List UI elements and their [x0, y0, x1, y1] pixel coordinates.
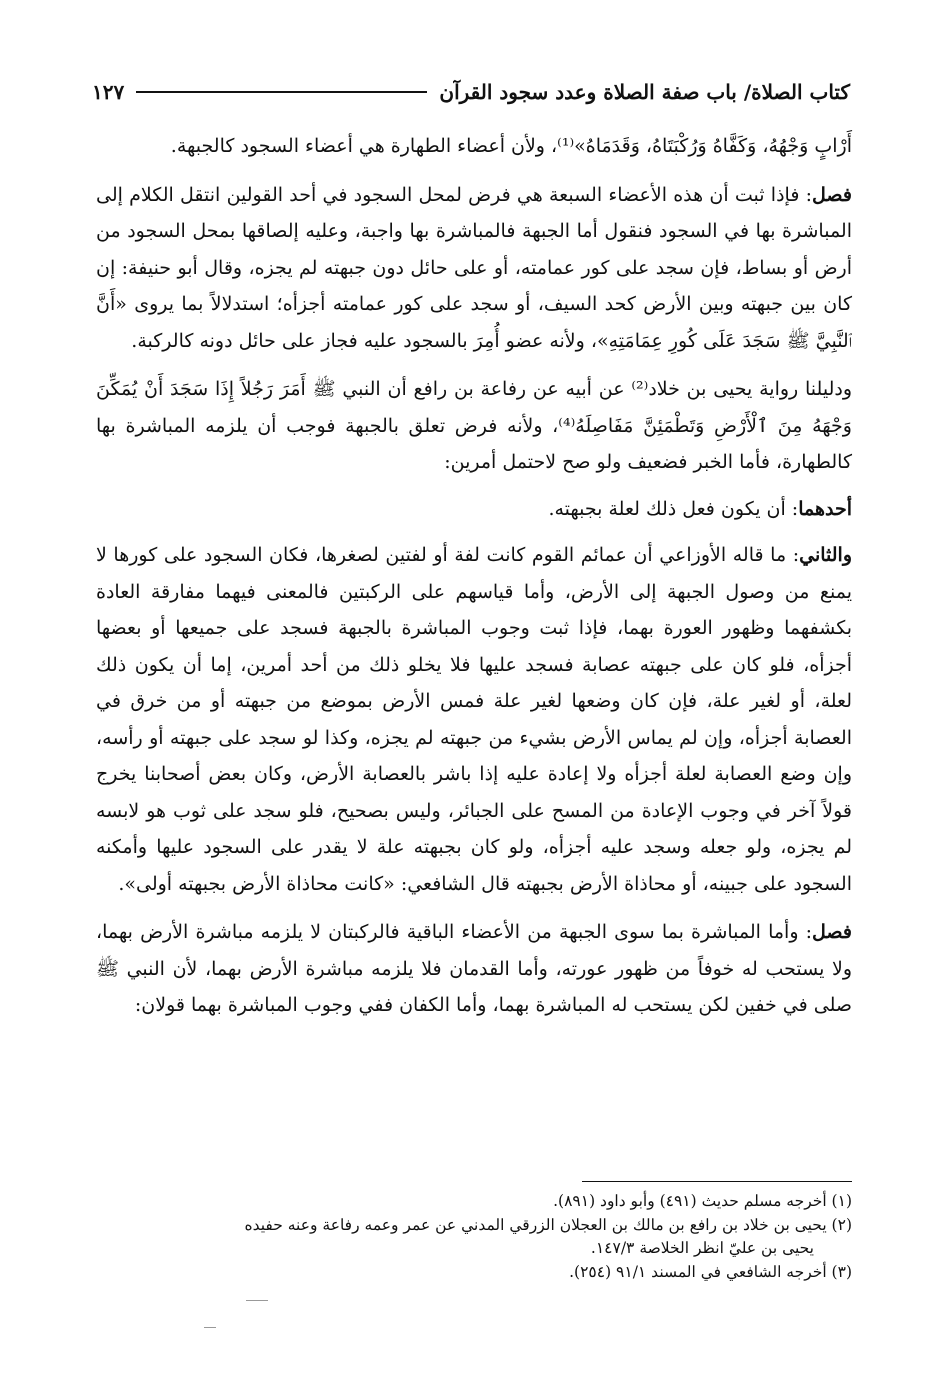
- header-rule: [136, 91, 427, 93]
- paragraph-text: ودليلنا رواية يحيى بن خلاد⁽²⁾ عن أبيه عن رفاعة بن رافع أن النبي ﷺ أَمَرَ رَجُلاً إِذَا سَجَدَ أَنْ يُمَكِّنَ وَجْهَهُ مِنَ ٱلْأَرْضِ وَتَطْمَئِنَّ مَفَاصِلَهُ⁽⁴⁾، ولأنه فرض تعلق بالجبهة فوجب أن يلزمه المباشرة بها كالطهارة، فأما الخبر فضعيف ولو صح لاحتمل أمرين:: [96, 378, 852, 473]
- footnote-2-continuation: يحيى بن عليّ انظر الخلاصة ١٤٧/٣.: [590, 1239, 814, 1257]
- paragraph-6: [96, 914, 852, 1024]
- main-text: [96, 128, 852, 1034]
- paragraph-1: [96, 128, 852, 165]
- scan-mark: [246, 1300, 268, 1301]
- footnote-2: (٢) يحيى بن خلاد بن رافع بن مالك بن العجلان الزرقي المدني عن عمر وعمه رفاعة وعنه حفيده: [244, 1215, 852, 1234]
- footnote-3: (٣) أخرجه الشافعي في المسند ٩١/١ (٢٥٤).: [569, 1262, 852, 1281]
- scan-mark: [204, 1327, 216, 1328]
- paragraph-4: [96, 491, 852, 528]
- paragraph-5: [96, 537, 852, 902]
- paragraph-lead: أحدهما: [798, 497, 852, 520]
- running-header: [92, 72, 850, 112]
- paragraph-lead: فصل: [812, 183, 852, 206]
- footnote-separator: [582, 1181, 852, 1182]
- paragraph-lead: والثاني: [799, 544, 852, 566]
- paragraph-text: : أن يكون فعل ذلك لعلة بجبهته.: [548, 497, 799, 520]
- paragraph-lead: فصل: [812, 921, 852, 943]
- paragraph-text: : وأما المباشرة بما سوى الجبهة من الأعضاء الباقية فالركبتان لا يلزمه مباشرة الأرض بهما، ولا يستحب له خوفاً من ظهور عورته، وأما القدمان فلا يلزمه مباشرة الأرض بهما، لأن النبي ﷺ صلى في خفين لكن يستحب له المباشرة بهما، وأما الكفان ففي وجوب المباشرة بهما قولان:: [96, 921, 852, 1016]
- footnotes: [96, 1190, 852, 1284]
- page-number: ١٢٧: [92, 80, 125, 104]
- footnote-1: (١) أخرجه مسلم حديث (٤٩١) وأبو داود (٨٩١).: [553, 1192, 852, 1210]
- paragraph-text: أَرْابٍ وَجْهُهُ، وَكَفَّاهُ وَرُكْبَتَاهُ، وَقَدَمَاهُ»⁽¹⁾، ولأن أعضاء الطهارة هي أعضاء السجود كالجبهة.: [170, 135, 852, 157]
- paragraph-text: : فإذا ثبت أن هذه الأعضاء السبعة هي فرض لمحل السجود في أحد القولين انتقل الكلام إلى المباشرة بها في السجود فنقول أما الجبهة فالمباشرة بها واجبة، وعليه إلصاقها بمحل السجود من أرض أو بساط، فإن سجد على كور عمامته، أو على حائل دون جبهته لم يجزه، وقال أبو حنيفة: إن كان بين جبهته وبين الأرض كحد السيف، أو سجد على كور عمامته أجزأه؛ استدلالاً بما يروى «أَنَّ ٱلنَّبِيَّ ﷺ سَجَدَ عَلَى كُورِ عِمَامَتِهِ»، ولأنه عضو أُمِرَ بالسجود عليه فجاز على حائل دونه كالركبة.: [96, 183, 852, 352]
- paragraph-text: : ما قاله الأوزاعي أن عمائم القوم كانت لفة أو لفتين لصغرها، فكان السجود على كورها لا يمنع من وصول الجبهة إلى الأرض، وأما قياسهم على الركبتين فالمعنى فيهما مفارقة العادة بكشفهما وظهور العورة بهما، فإذا ثبت وجوب المباشرة بالجبهة فسجد على جميعها أو بعضها أجزأه، فلو كان على جبهته عصابة فسجد عليها فلا يخلو ذلك من أحد أمرين، إما أن يكون ذلك لعلة، أو لغير علة، فإن كان وضعها لغير علة فمس الأرض بموضع من جبهته أو من خرق في العصابة أجزأه، وإن لم يماس الأرض بشيء من جبهته لم يجزه، وكذا لو سجد على جبهته أو رأسه، وإن وضع العصابة لعلة أجزأه ولا إعادة عليه إذا باشر بالعصابة الأرض، وكان بعض أصحابنا يخرج قولاً آخر في وجوب الإعادة من المسح على الجبائر، وليس بصحيح، فلو سجد على ثوب هو لابسه لم يجزه، ولو جعله وسجد عليه أجزأه، ولو كان بجبهته علة لا يقدر على السجود عليها وأمكنه السجود على جبينه، أو محاذاة الأرض بجبهته قال الشافعي: «كانت محاذاة الأرض بجبهته أولى».: [96, 544, 852, 895]
- paragraph-2: [96, 177, 852, 360]
- chapter-title: كتاب الصلاة/ باب صفة الصلاة وعدد سجود القرآن: [439, 80, 850, 104]
- paragraph-3: [96, 371, 852, 481]
